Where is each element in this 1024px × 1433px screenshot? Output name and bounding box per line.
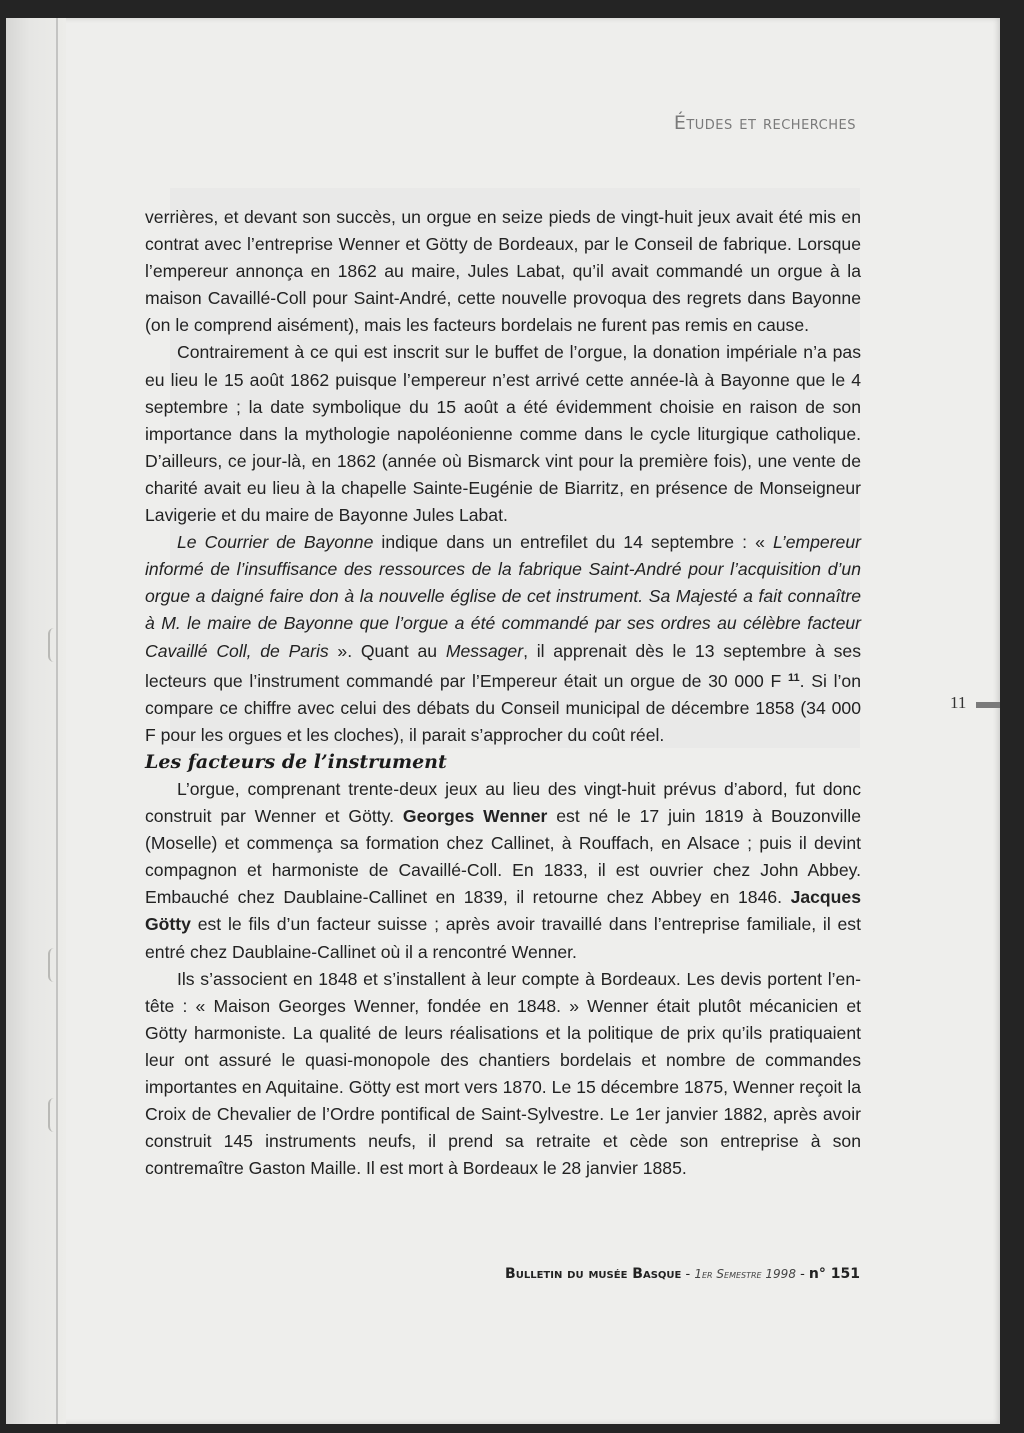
footer-separator: - bbox=[681, 1267, 695, 1282]
footer-separator: - bbox=[795, 1267, 809, 1282]
running-header: Études et recherches bbox=[673, 112, 856, 134]
page-number: 11 bbox=[950, 693, 967, 712]
text-run: est né le 17 juin 1819 à Bouzonville (Moselle) et commença sa formation chez Callinet, à Rouffach, en Alsace ; puis il devint compagnon et harmoniste de Cavaillé-Coll. En 1833, il est ouvrier chez John Abbey. Embauché chez Daublaine-Callinet en 1839, il retourne chez Abbey en 1846. bbox=[145, 806, 862, 908]
paragraph bbox=[145, 529, 861, 749]
text-run: indique dans un entrefilet du 14 septembre : « bbox=[373, 532, 773, 553]
text-run: ». Quant au bbox=[328, 640, 446, 661]
spine-fold bbox=[56, 18, 58, 1424]
text-run: Georges Wenner bbox=[402, 806, 548, 827]
text-run: Contrairement à ce qui est inscrit sur le buffet de l’orgue, la donation impériale n’a pas eu lieu le 15 août 1862 puisque l’empereur n’est arrivé cette année-là à Bayonne que le 4 septembre ; la date symbolique du 15 août a été évidemment choisie en raison de son importance dans la mythologie napoléonienne comme dans le cycle liturgique catholique. D’ailleurs, ce jour-là, en 1862 (année où Bismarck vint pour la première fois), une vente de charité avait eu lieu à la chapelle Sainte-Eugénie de Biarritz, en présence de Monseigneur Lavigerie et du maire de Bayonne Jules Labat. bbox=[145, 342, 861, 526]
binding-stitch bbox=[48, 1098, 66, 1132]
text-run: verrières, et devant son succès, un orgue en seize pieds de vingt-huit jeux avait été mis en contrat avec l’entreprise Wenner et Götty de Bordeaux, par le Conseil de fabrique. Lorsque l’empereur annonça en 1862 au maire, Jules Labat, qu’il avait commandé un orgue à la maison Cavaillé-Coll pour Saint-André, cette nouvelle provoqua des regrets dans Bayonne (on le comprend aisément), mais les facteurs bordelais ne furent pas remis en cause. bbox=[145, 207, 861, 336]
text-run: . Si l’on compare ce chiffre avec celui des débats du Conseil municipal de décembre 1858 (34 000 F pour les orgues et les cloches), il parait s’approcher du coût réel. bbox=[145, 670, 862, 745]
section-paragraph-group bbox=[145, 776, 861, 1182]
text-run: Le Courrier de Bayonne bbox=[177, 532, 374, 553]
footer-issue: n° 151 bbox=[808, 1266, 860, 1282]
binding-stitch bbox=[48, 948, 66, 982]
body-text bbox=[145, 204, 861, 1182]
text-run: L’empereur informé de l’insuffisance des ressources de la fabrique Saint-André pour l’acquisition d’un orgue a daigné faire don à la nouvelle église de cet instrument. Sa Majesté a fait connaître à M. le maire de Bayonne que l’orgue a été commandé par ses ordres au célèbre facteur Cavaillé Coll, de Paris bbox=[145, 532, 861, 661]
text-run: , il apprenait dès le 13 septembre à ses lecteurs que l’instrument commandé par l’Empereur était un orgue de 30 000 F bbox=[145, 640, 861, 691]
text-run: Messager bbox=[445, 640, 524, 661]
binding-stitch bbox=[48, 628, 66, 662]
text-run: Ils s’associent en 1848 et s’installent à leur compte à Bordeaux. Les devis portent l’en-tête : « Maison Georges Wenner, fondée en 1848. » Wenner était plutôt mécanicien et Götty harmoniste. La qualité de leurs réalisations et la politique de prix qu’ils pratiquaient leur ont assuré le quasi-monopole des chantiers bordelais et nombre de commandes importantes en Aquitaine. Götty est mort vers 1870. Le 15 décembre 1875, Wenner reçoit la Croix de Chevalier de l’Ordre pontifical de Saint-Sylvestre. Le 1er janvier 1882, après avoir construit 145 instruments neufs, il prend sa retraite et cède son entreprise à son contremaître Gaston Maille. Il est mort à Bordeaux le 28 janvier 1885. bbox=[145, 968, 861, 1179]
footer-title: Bulletin du musée Basque bbox=[505, 1266, 682, 1282]
footer-semester: 1er Semestre 1998 bbox=[694, 1267, 796, 1281]
text-run: Jacques Götty bbox=[145, 887, 861, 935]
paragraph bbox=[145, 339, 861, 529]
paragraph bbox=[145, 776, 861, 966]
page-tab-marker bbox=[976, 702, 1000, 708]
paragraph-group bbox=[145, 204, 861, 749]
paragraph bbox=[145, 204, 861, 339]
footnote-ref: 11 bbox=[787, 671, 800, 684]
section-heading: Les facteurs de l’instrument bbox=[145, 750, 447, 773]
page-footer bbox=[440, 1266, 860, 1282]
paragraph bbox=[145, 966, 861, 1183]
text-run: est le fils d’un facteur suisse ; après avoir travaillé dans l’entreprise familiale, il est entré chez Daublaine-Callinet où il a rencontré Wenner. bbox=[145, 914, 861, 962]
text-run: L’orgue, comprenant trente-deux jeux au lieu des vingt-huit prévus d’abord, fut donc construit par Wenner et Götty. bbox=[145, 778, 861, 827]
